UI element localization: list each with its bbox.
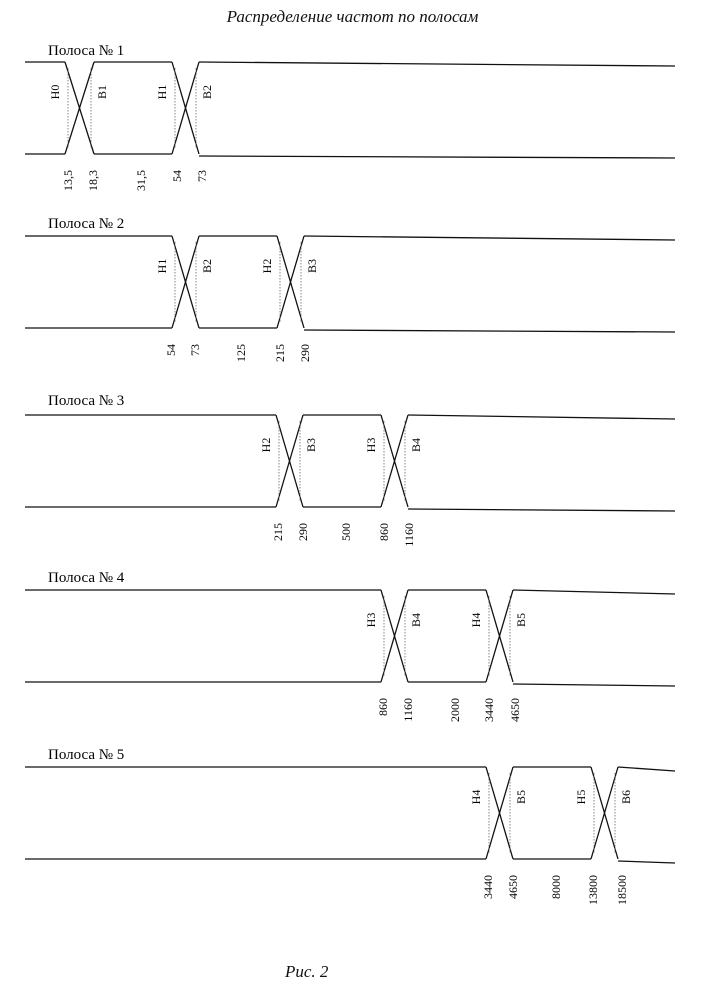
frequency-tick-label: 8000 (549, 875, 563, 899)
band-3 (25, 393, 675, 547)
baseline-right (304, 330, 675, 332)
edge-marker-label: Н2 (260, 258, 274, 274)
frequency-tick-label: 1160 (401, 698, 415, 722)
baseline-right (513, 684, 675, 686)
band-5 (25, 747, 675, 905)
topline-right (199, 62, 675, 66)
band-label: Полоса № 5 (48, 747, 125, 763)
edge-marker-label: В2 (200, 258, 214, 274)
edge-marker-label: В4 (409, 612, 423, 628)
band-2 (25, 216, 675, 362)
frequency-tick-label: 13,5 (61, 170, 75, 191)
frequency-tick-label: 13800 (586, 875, 600, 905)
edge-marker-label: Н3 (364, 437, 378, 453)
baseline-right (199, 156, 675, 158)
topline-right (513, 590, 675, 594)
band-label: Полоса № 4 (48, 570, 125, 586)
band-label: Полоса № 2 (48, 216, 125, 232)
topline-right (304, 236, 675, 240)
edge-marker-label: Н2 (259, 437, 273, 453)
edge-marker-label: В3 (305, 258, 319, 274)
frequency-tick-label: 3440 (481, 875, 495, 899)
frequency-tick-label: 18,3 (86, 170, 100, 191)
frequency-tick-label: 290 (298, 344, 312, 362)
frequency-tick-label: 1160 (402, 523, 416, 547)
baseline-right (408, 509, 675, 511)
baseline-right (618, 861, 675, 863)
edge-marker-label: В5 (514, 789, 528, 805)
frequency-tick-label: 215 (271, 523, 285, 541)
frequency-tick-label: 4650 (508, 698, 522, 722)
edge-marker-label: Н5 (574, 789, 588, 805)
frequency-tick-label: 860 (377, 523, 391, 541)
frequency-tick-label: 18500 (615, 875, 629, 905)
frequency-tick-label: 54 (164, 344, 178, 356)
edge-marker-label: В4 (409, 437, 423, 453)
edge-marker-label: В6 (619, 789, 633, 805)
figure-caption: Рис. 2 (285, 962, 329, 981)
frequency-tick-label: 125 (234, 344, 248, 362)
band-label: Полоса № 3 (48, 393, 125, 409)
edge-marker-label: Н3 (364, 612, 378, 628)
edge-marker-label: В5 (514, 612, 528, 628)
frequency-tick-label: 73 (195, 170, 209, 182)
frequency-tick-label: 860 (376, 698, 390, 716)
frequency-tick-label: 4650 (506, 875, 520, 899)
edge-marker-label: В2 (200, 84, 214, 100)
frequency-tick-label: 54 (170, 170, 184, 182)
frequency-tick-label: 290 (296, 523, 310, 541)
edge-marker-label: В1 (95, 84, 109, 100)
edge-marker-label: В3 (304, 437, 318, 453)
frequency-tick-label: 31,5 (134, 170, 148, 191)
band-label: Полоса № 1 (48, 43, 125, 59)
band-4 (25, 570, 675, 722)
edge-marker-label: Н1 (155, 258, 169, 274)
frequency-tick-label: 3440 (482, 698, 496, 722)
topline-right (618, 767, 675, 771)
edge-marker-label: Н4 (469, 612, 483, 628)
frequency-tick-label: 2000 (448, 698, 462, 722)
edge-marker-label: Н0 (48, 84, 62, 100)
frequency-tick-label: 73 (188, 344, 202, 356)
edge-marker-label: Н1 (155, 84, 169, 100)
bands-layer (25, 43, 675, 905)
frequency-tick-label: 215 (273, 344, 287, 362)
edge-marker-label: Н4 (469, 789, 483, 805)
diagram-title: Распределение частот по полосам (226, 7, 479, 26)
frequency-tick-label: 500 (339, 523, 353, 541)
band-1 (25, 43, 675, 191)
topline-right (408, 415, 675, 419)
